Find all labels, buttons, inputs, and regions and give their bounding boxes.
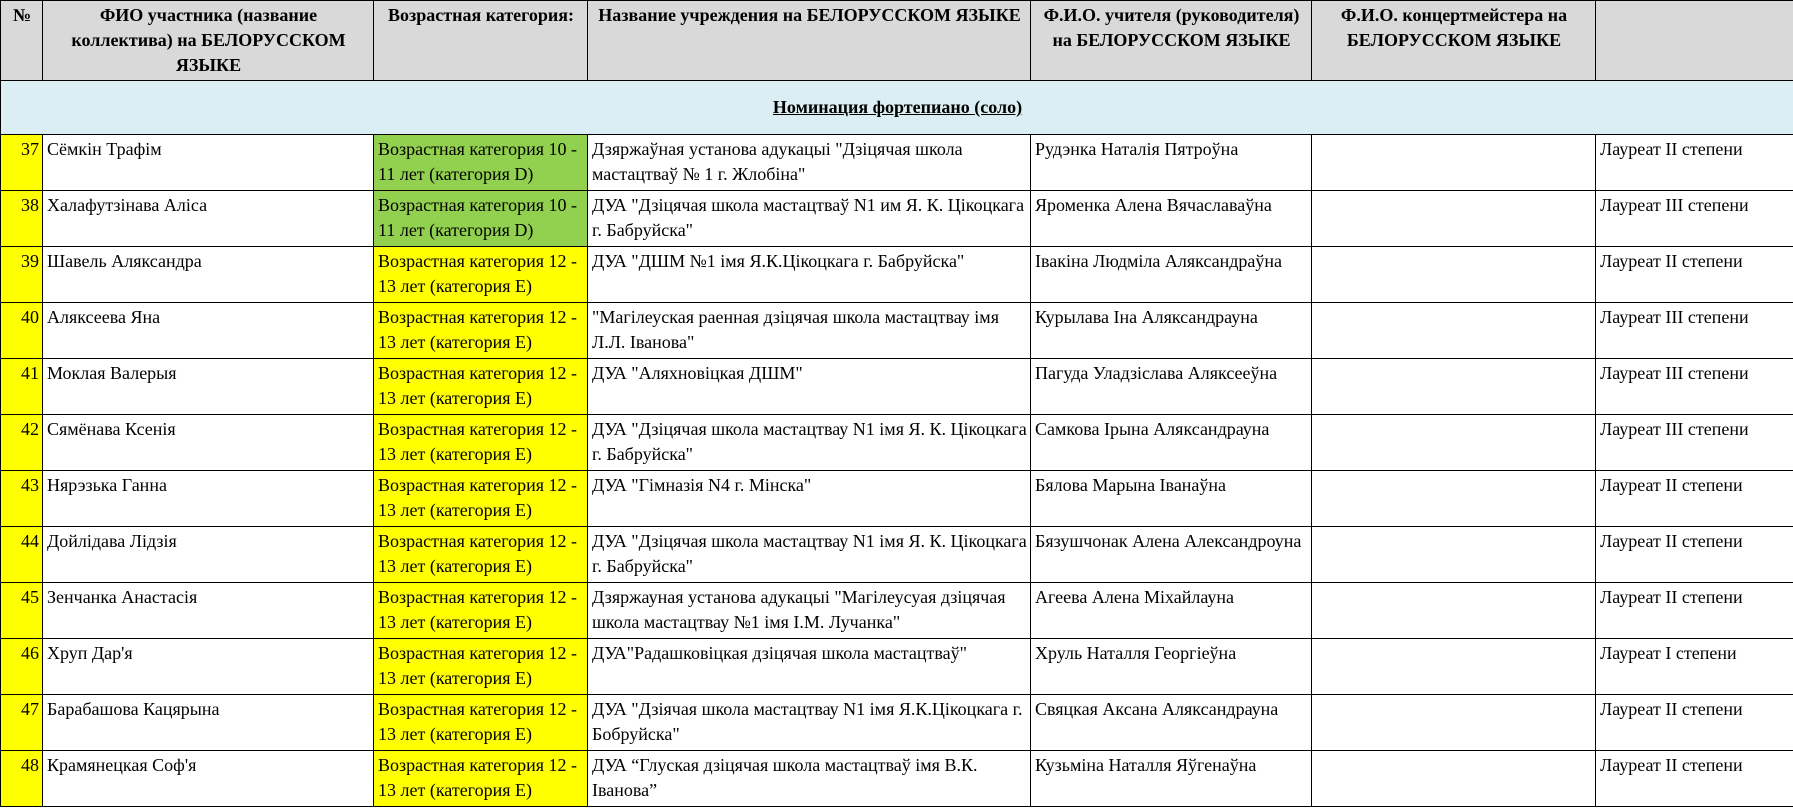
cell-num[interactable]: 46	[1, 639, 43, 695]
cell-num[interactable]: 42	[1, 415, 43, 471]
cell-institution[interactable]: Дзяржаўная установа адукацыі "Дзіцячая школа мастацтваў № 1 г. Жлобіна"	[588, 135, 1031, 191]
cell-teacher[interactable]: Хруль Наталля Георгіеўна	[1031, 639, 1312, 695]
table-row	[1, 303, 1793, 359]
cell-teacher[interactable]: Бязушчонак Алена Александроуна	[1031, 527, 1312, 583]
cell-participant[interactable]: Нярэзька Ганна	[43, 471, 374, 527]
cell-num[interactable]: 41	[1, 359, 43, 415]
cell-num[interactable]: 37	[1, 135, 43, 191]
cell-age-category[interactable]: Возрастная категория 12 - 13 лет (категория E)	[374, 359, 588, 415]
cell-teacher[interactable]: Курылава Іна Аляксандрауна	[1031, 303, 1312, 359]
header-accompanist[interactable]: Ф.И.О. концертмейстера на БЕЛОРУССКОМ ЯЗЫКЕ	[1312, 1, 1596, 81]
cell-participant[interactable]: Барабашова Кацярына	[43, 695, 374, 751]
cell-institution[interactable]: ДУА "Гімназія N4 г. Мінска"	[588, 471, 1031, 527]
cell-accompanist[interactable]	[1312, 415, 1596, 471]
cell-age-category[interactable]: Возрастная категория 12 - 13 лет (категория E)	[374, 695, 588, 751]
cell-accompanist[interactable]	[1312, 135, 1596, 191]
cell-result[interactable]: Лауреат II степени	[1596, 471, 1793, 527]
cell-institution[interactable]: Дзяржауная установа адукацыі "Магілеусуая дзіцячая школа мастацтвау №1 імя І.М. Лучанка"	[588, 583, 1031, 639]
cell-result[interactable]: Лауреат II степени	[1596, 527, 1793, 583]
section-row	[1, 81, 1793, 135]
cell-accompanist[interactable]	[1312, 695, 1596, 751]
table-row	[1, 191, 1793, 247]
cell-teacher[interactable]: Агеева Алена Міхайлауна	[1031, 583, 1312, 639]
cell-participant[interactable]: Зенчанка Анастасія	[43, 583, 374, 639]
cell-accompanist[interactable]	[1312, 471, 1596, 527]
table-row	[1, 751, 1793, 807]
cell-participant[interactable]: Аляксеева Яна	[43, 303, 374, 359]
cell-num[interactable]: 40	[1, 303, 43, 359]
table-row	[1, 415, 1793, 471]
cell-participant[interactable]: Хруп Дар'я	[43, 639, 374, 695]
cell-accompanist[interactable]	[1312, 191, 1596, 247]
cell-participant[interactable]: Моклая Валерыя	[43, 359, 374, 415]
cell-teacher[interactable]: Пагуда Уладзіслава Аляксееўна	[1031, 359, 1312, 415]
cell-participant[interactable]: Крамянецкая Соф'я	[43, 751, 374, 807]
cell-teacher[interactable]: Бялова Марына Іванаўна	[1031, 471, 1312, 527]
cell-age-category[interactable]: Возрастная категория 12 - 13 лет (категория E)	[374, 247, 588, 303]
cell-result[interactable]: Лауреат III степени	[1596, 415, 1793, 471]
cell-accompanist[interactable]	[1312, 639, 1596, 695]
cell-result[interactable]: Лауреат II степени	[1596, 583, 1793, 639]
cell-institution[interactable]: ДУА "Дзіцячая школа мастацтвау N1 імя Я. К. Цікоцкага г. Бабруйска"	[588, 415, 1031, 471]
header-row	[1, 1, 1793, 81]
cell-teacher[interactable]: Свяцкая Аксана Аляксандрауна	[1031, 695, 1312, 751]
cell-num[interactable]: 43	[1, 471, 43, 527]
cell-accompanist[interactable]	[1312, 247, 1596, 303]
table-row	[1, 471, 1793, 527]
table-row	[1, 639, 1793, 695]
cell-institution[interactable]: ДУА "Аляхновіцкая ДШМ"	[588, 359, 1031, 415]
cell-participant[interactable]: Дойлідава Лідзія	[43, 527, 374, 583]
cell-accompanist[interactable]	[1312, 527, 1596, 583]
cell-age-category[interactable]: Возрастная категория 10 - 11 лет (категория D)	[374, 135, 588, 191]
cell-institution[interactable]: ДУА "ДШМ №1 імя Я.К.Цікоцкага г. Бабруйска"	[588, 247, 1031, 303]
cell-institution[interactable]: "Магілеуская раенная дзіцячая школа мастацтвау імя Л.Л. Іванова"	[588, 303, 1031, 359]
cell-result[interactable]: Лауреат III степени	[1596, 191, 1793, 247]
cell-num[interactable]: 48	[1, 751, 43, 807]
cell-teacher[interactable]: Самкова Ірына Аляксандрауна	[1031, 415, 1312, 471]
cell-accompanist[interactable]	[1312, 303, 1596, 359]
cell-institution[interactable]: ДУА "Дзіячая школа мастацтвау N1 імя Я.К.Цікоцкага г. Бобруйска"	[588, 695, 1031, 751]
header-participant[interactable]: ФИО участника (название коллектива) на БЕЛОРУССКОМ ЯЗЫКЕ	[43, 1, 374, 81]
table-row	[1, 359, 1793, 415]
cell-teacher[interactable]: Яроменка Алена Вячаславаўна	[1031, 191, 1312, 247]
cell-age-category[interactable]: Возрастная категория 12 - 13 лет (категория E)	[374, 415, 588, 471]
cell-result[interactable]: Лауреат III степени	[1596, 303, 1793, 359]
cell-num[interactable]: 39	[1, 247, 43, 303]
cell-accompanist[interactable]	[1312, 359, 1596, 415]
cell-num[interactable]: 45	[1, 583, 43, 639]
cell-result[interactable]: Лауреат III степени	[1596, 359, 1793, 415]
cell-accompanist[interactable]	[1312, 751, 1596, 807]
table-row	[1, 247, 1793, 303]
cell-age-category[interactable]: Возрастная категория 12 - 13 лет (категория E)	[374, 303, 588, 359]
cell-teacher[interactable]: Рудэнка Наталія Пятроўна	[1031, 135, 1312, 191]
cell-age-category[interactable]: Возрастная категория 12 - 13 лет (категория E)	[374, 751, 588, 807]
cell-age-category[interactable]: Возрастная категория 12 - 13 лет (категория E)	[374, 527, 588, 583]
cell-result[interactable]: Лауреат II степени	[1596, 695, 1793, 751]
cell-age-category[interactable]: Возрастная категория 12 - 13 лет (категория E)	[374, 583, 588, 639]
cell-age-category[interactable]: Возрастная категория 12 - 13 лет (категория E)	[374, 471, 588, 527]
table-row	[1, 135, 1793, 191]
table-row	[1, 583, 1793, 639]
cell-participant[interactable]: Сёмкін Трафім	[43, 135, 374, 191]
cell-accompanist[interactable]	[1312, 583, 1596, 639]
cell-institution[interactable]: ДУА “Глуская дзіцячая школа мастацтваў імя В.К. Іванова”	[588, 751, 1031, 807]
cell-result[interactable]: Лауреат I степени	[1596, 639, 1793, 695]
cell-participant[interactable]: Шавель Аляксандра	[43, 247, 374, 303]
cell-age-category[interactable]: Возрастная категория 12 - 13 лет (категория E)	[374, 639, 588, 695]
header-teacher[interactable]: Ф.И.О. учителя (руководителя) на БЕЛОРУССКОМ ЯЗЫКЕ	[1031, 1, 1312, 81]
cell-participant[interactable]: Халафутзінава Аліса	[43, 191, 374, 247]
cell-result[interactable]: Лауреат II степени	[1596, 247, 1793, 303]
header-result[interactable]	[1596, 1, 1793, 81]
header-num[interactable]: №	[1, 1, 43, 81]
cell-institution[interactable]: ДУА "Дзіцячая школа мастацтваў N1 им Я. К. Цікоцкага г. Бабруйска"	[588, 191, 1031, 247]
header-age-category[interactable]: Возрастная категория:	[374, 1, 588, 81]
cell-result[interactable]: Лауреат II степени	[1596, 135, 1793, 191]
header-institution[interactable]: Название учреждения на БЕЛОРУССКОМ ЯЗЫКЕ	[588, 1, 1031, 81]
cell-teacher[interactable]: Кузьміна Наталля Яўгенаўна	[1031, 751, 1312, 807]
section-title[interactable]: Номинация фортепиано (соло)	[1, 81, 1793, 135]
cell-participant[interactable]: Сямёнава Ксенія	[43, 415, 374, 471]
cell-institution[interactable]: ДУА "Дзіцячая школа мастацтвау N1 імя Я. К. Цікоцкага г. Бабруйска"	[588, 527, 1031, 583]
cell-age-category[interactable]: Возрастная категория 10 - 11 лет (категория D)	[374, 191, 588, 247]
cell-num[interactable]: 38	[1, 191, 43, 247]
cell-result[interactable]: Лауреат II степени	[1596, 751, 1793, 807]
table-row	[1, 527, 1793, 583]
cell-num[interactable]: 47	[1, 695, 43, 751]
cell-teacher[interactable]: Івакіна Людміла Аляксандраўна	[1031, 247, 1312, 303]
table-row	[1, 695, 1793, 751]
cell-num[interactable]: 44	[1, 527, 43, 583]
cell-institution[interactable]: ДУА"Радашковіцкая дзіцячая школа мастацтваў"	[588, 639, 1031, 695]
